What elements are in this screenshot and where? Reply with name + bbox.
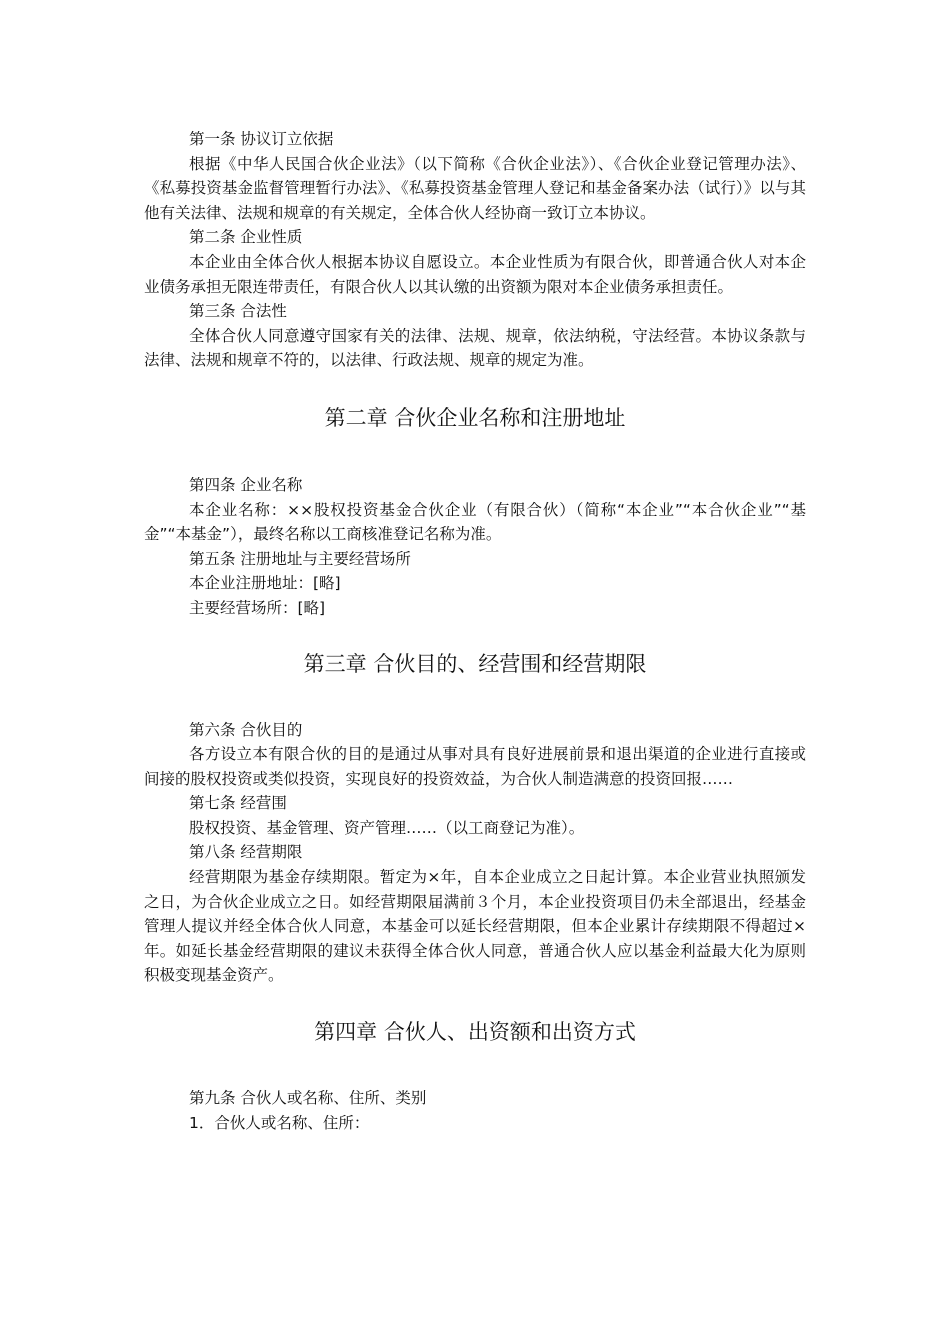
chapter-4-title: 第四章 合伙人、出资额和出资方式 xyxy=(314,1020,636,1045)
article-2-body: 本企业由全体合伙人根据本协议自愿设立。本企业性质为有限合伙，即普通合伙人对本企业债务承担无限连带责任，有限合伙人以其认缴的出资额为限对本企业债务承担责任。 xyxy=(144,252,806,296)
article-5-business-premises: 主要经营场所：[略] xyxy=(189,598,326,617)
article-7-body: 股权投资、基金管理、资产管理……（以工商登记为准）。 xyxy=(189,818,585,837)
article-6-body: 各方设立本有限合伙的目的是通过从事对具有良好进展前景和退出渠道的企业进行直接或间接的股权投资或类似投资，实现良好的投资效益，为合伙人制造满意的投资回报…… xyxy=(144,745,806,788)
article-1-heading: 第一条 协议订立依据 xyxy=(189,130,334,148)
article-8-body: 经营期限为基金存续期限。暂定为×年，自本企业成立之日起计算。本企业营业执照颁发之日，为合伙企业成立之日。如经营期限届满前３个月，本企业投资项目仍未全部退出，经基金管理人提议并经全体合伙人同意，本基金可以延长经营期限，但本企业累计存续期限不得超过×年。如延长基金经营期限的建议未获得全体合伙人同意，普通合伙人应以基金利益最大化为原则积极变现基金资产。 xyxy=(144,868,806,985)
article-8-heading: 第八条 经营期限 xyxy=(189,843,303,862)
article-9-heading: 第九条 合伙人或名称、住所、类别 xyxy=(189,1089,427,1108)
document-content xyxy=(144,127,806,1135)
article-6-heading: 第六条 合伙目的 xyxy=(189,720,303,739)
article-1-body: 根据《中华人民国合伙企业法》（以下简称《合伙企业法》）、《合伙企业登记管理办法》、《私募投资基金监督管理暂行办法》、《私募投资基金管理人登记和基金备案办法（试行）》以与其他有关法律、法规和规章的有关规定，全体合伙人经协商一致订立本协议。 xyxy=(144,154,806,222)
article-2-heading: 第二条 企业性质 xyxy=(189,228,303,247)
article-4-body: 本企业名称：××股权投资基金合伙企业（有限合伙）（简称“本企业”“本合伙企业”“基金”“本基金”），最终名称以工商核准登记名称为准。 xyxy=(144,500,806,544)
chapter-3-title: 第三章 合伙目的、经营围和经营期限 xyxy=(303,651,647,676)
chapter-2-title: 第二章 合伙企业名称和注册地址 xyxy=(324,405,626,430)
article-7-heading: 第七条 经营围 xyxy=(189,794,287,813)
article-5-registered-address: 本企业注册地址：[略] xyxy=(189,574,341,593)
article-9-item-1: 1．合伙人或名称、住所： xyxy=(189,1113,370,1132)
article-3-heading: 第三条 合法性 xyxy=(189,302,287,321)
article-4-heading: 第四条 企业名称 xyxy=(189,475,303,494)
article-3-body: 全体合伙人同意遵守国家有关的法律、法规、规章，依法纳税，守法经营。本协议条款与法律、法规和规章不符的，以法律、行政法规、规章的规定为准。 xyxy=(144,326,806,370)
article-5-heading: 第五条 注册地址与主要经营场所 xyxy=(189,549,411,568)
